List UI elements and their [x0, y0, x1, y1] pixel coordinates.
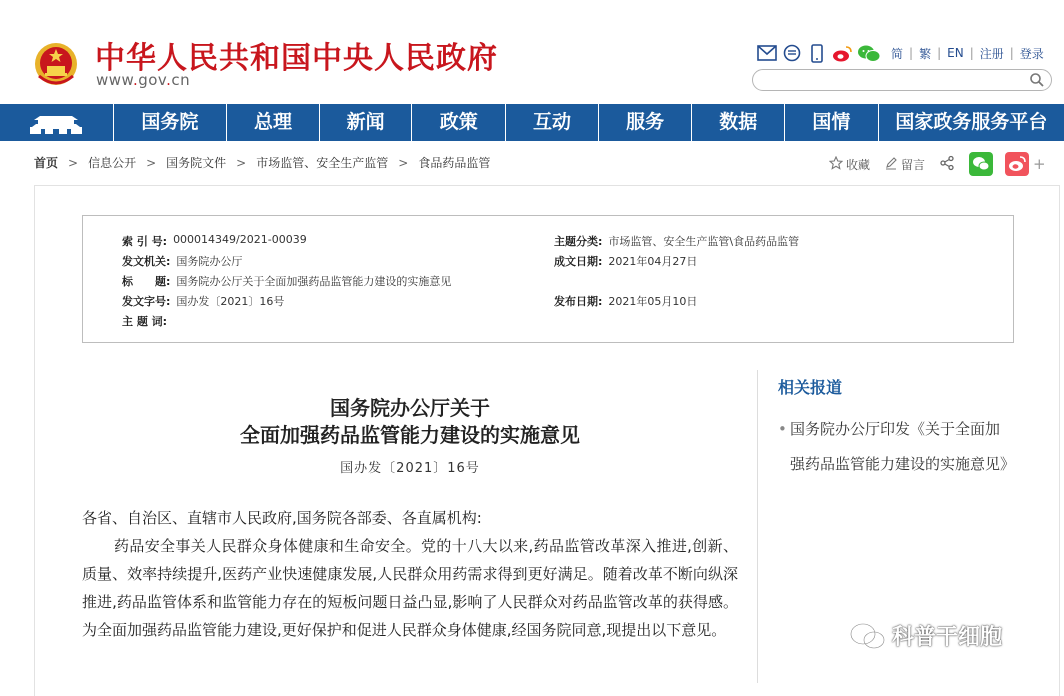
pencil-icon [884, 156, 898, 173]
nav-item-data[interactable]: 数据 [692, 104, 785, 141]
info-category-row [554, 233, 799, 249]
star-icon [829, 156, 843, 173]
info-published-value: 2021年05月10日 [608, 295, 698, 308]
page-actions [829, 152, 1046, 176]
info-issuer-value: 国务院办公厅 [176, 255, 243, 268]
nav-item-state-council[interactable]: 国务院 [114, 104, 228, 141]
comment-button[interactable] [884, 156, 925, 173]
info-created-value: 2021年04月27日 [608, 255, 698, 268]
info-index-row [122, 233, 307, 249]
document-info-table [82, 215, 1014, 343]
chevron-right-icon: > [146, 155, 157, 170]
separator: | [969, 46, 974, 60]
info-index-value: 000014349/2021-00039 [173, 233, 307, 246]
info-title-row [122, 273, 451, 289]
breadcrumb-home[interactable]: 首页 [34, 156, 59, 170]
watermark [848, 620, 1002, 651]
site-url-dot: . [132, 71, 139, 89]
breadcrumb-market-supervision[interactable]: 市场监管、安全生产监管 [256, 156, 389, 170]
info-docno-value: 国办发〔2021〕16号 [176, 295, 285, 308]
comment-label: 留言 [901, 157, 926, 172]
info-title-label: 标 题: [122, 275, 171, 288]
top-toolbar [756, 42, 1044, 64]
lang-simplified-link[interactable]: 简 [891, 46, 904, 61]
nav-item-gov-service-platform[interactable]: 国家政务服务平台 [895, 111, 1048, 133]
wechat-icon [969, 152, 993, 176]
bullet-icon: • [778, 420, 787, 438]
nav-item-premier[interactable]: 总理 [227, 104, 320, 141]
breadcrumb [34, 154, 490, 171]
info-published-label: 发布日期: [554, 295, 603, 308]
nav-home[interactable] [0, 104, 114, 141]
nav-item-interaction[interactable]: 互动 [506, 104, 599, 141]
mail-icon[interactable] [756, 43, 778, 63]
info-category-label: 主题分类: [554, 235, 603, 248]
share-weibo-button[interactable] [1005, 152, 1029, 176]
message-icon[interactable] [781, 43, 803, 63]
article-body [82, 504, 738, 644]
breadcrumb-info-disclosure[interactable]: 信息公开 [88, 156, 137, 170]
share-wechat-button[interactable] [969, 152, 993, 176]
info-title-value: 国务院办公厅关于全面加强药品监管能力建设的实施意见 [176, 275, 452, 288]
lang-traditional-link[interactable]: 繁 [919, 46, 932, 61]
watermark-text: 科普干细胞 [892, 625, 1003, 650]
wechat-icon [848, 621, 888, 651]
favorite-label: 收藏 [846, 157, 871, 172]
weibo-icon[interactable] [831, 43, 853, 63]
search-box [752, 69, 1052, 91]
wechat-icon[interactable] [856, 43, 882, 63]
info-published-row [554, 293, 697, 309]
separator: | [909, 46, 914, 60]
favorite-button[interactable] [829, 156, 870, 173]
info-keywords-label: 主 题 词: [122, 315, 168, 328]
tiananmen-icon [26, 110, 86, 136]
site-url[interactable] [96, 71, 190, 89]
site-url-suffix: cn [171, 71, 191, 89]
site-url-mid: gov [138, 71, 167, 89]
article-title-line: 国务院办公厅关于 [330, 396, 490, 420]
nav-item-policy[interactable]: 政策 [412, 104, 506, 141]
national-emblem-icon[interactable] [33, 40, 79, 88]
article [82, 395, 738, 644]
separator: | [937, 46, 942, 60]
info-docno-label: 发文字号: [122, 295, 171, 308]
share-button[interactable] [939, 155, 955, 174]
breadcrumb-state-council-docs[interactable]: 国务院文件 [166, 156, 227, 170]
article-salutation: 各省、自治区、直辖市人民政府,国务院各部委、各直属机构: [82, 509, 482, 527]
search-input[interactable] [763, 71, 1029, 91]
more-share-button[interactable]: + [1033, 155, 1046, 173]
register-link[interactable]: 注册 [979, 46, 1004, 61]
article-title-line: 全面加强药品监管能力建设的实施意见 [240, 423, 580, 447]
nav-item-services[interactable]: 服务 [599, 104, 693, 141]
lang-english-link[interactable]: EN [947, 46, 964, 60]
info-issuer-row [122, 253, 242, 269]
related-reports [778, 375, 1016, 482]
search-icon[interactable] [1029, 72, 1045, 88]
article-doc-number: 国办发〔2021〕16号 [340, 461, 480, 476]
site-url-prefix: www [96, 71, 133, 89]
related-title: 相关报道 [778, 378, 843, 397]
language-links [891, 45, 1044, 62]
nav-item-news[interactable]: 新闻 [320, 104, 413, 141]
breadcrumb-food-drug[interactable]: 食品药品监管 [418, 156, 491, 170]
site-title[interactable]: 中华人民共和国中央人民政府 [95, 41, 498, 76]
article-title [82, 395, 738, 449]
login-link[interactable]: 登录 [1019, 46, 1044, 61]
info-docno-row [122, 293, 284, 309]
info-created-label: 成文日期: [554, 255, 603, 268]
article-paragraph: 药品安全事关人民群众身体健康和生命安全。党的十八大以来,药品监管改革深入推进,创新、质量、效率持续提升,医药产业快速健康发展,人民群众用药需求得到更好满足。随着改革不断向纵深推进,药品监管体系和监管能力存在的短板问题日益凸显,影响了人民群众对药品监管改革的获得感。为全面加强药品监管能力建设,更好保护和促进人民群众身体健康,经国务院同意,现提出以下意见。 [82, 537, 738, 639]
chevron-right-icon: > [236, 155, 247, 170]
nav-item-national-info[interactable]: 国情 [785, 104, 879, 141]
info-issuer-label: 发文机关: [122, 255, 171, 268]
weibo-icon [1005, 152, 1029, 176]
chevron-right-icon: > [68, 155, 79, 170]
info-created-row [554, 253, 697, 269]
site-header [0, 0, 1064, 104]
info-index-label: 索 引 号: [122, 235, 168, 248]
related-item-link[interactable]: 国务院办公厅印发《关于全面加强药品监管能力建设的实施意见》 [790, 420, 1016, 473]
mobile-icon[interactable] [806, 43, 828, 63]
share-icon [939, 155, 955, 174]
main-nav [0, 104, 1064, 141]
chevron-right-icon: > [398, 155, 409, 170]
info-keywords-row [122, 313, 173, 329]
related-list [778, 412, 1016, 482]
site-url-dot: . [166, 71, 172, 89]
separator: | [1009, 46, 1014, 60]
sidebar-divider [757, 370, 758, 683]
info-category-value: 市场监管、安全生产监管\食品药品监管 [608, 235, 800, 248]
